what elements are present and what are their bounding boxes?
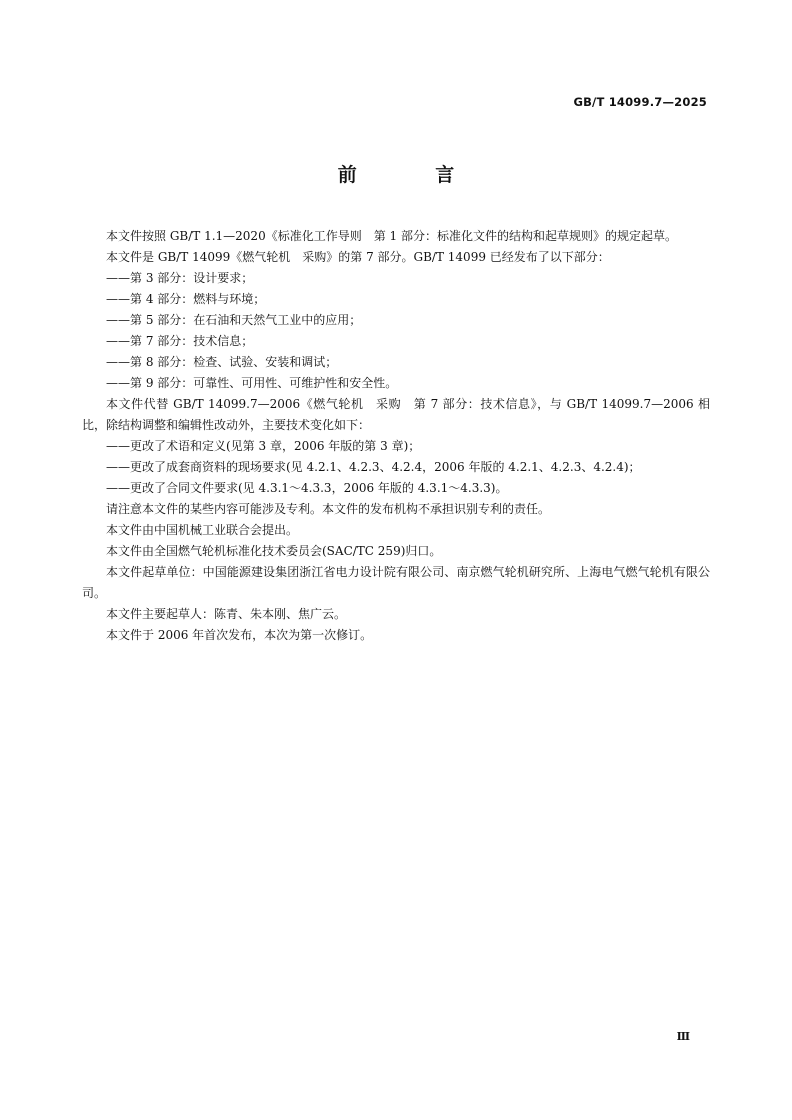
paragraph-patent-notice: 请注意本文件的某些内容可能涉及专利。本文件的发布机构不承担识别专利的责任。	[106, 502, 551, 516]
list-item-part: ——第 4 部分：燃料与环境；	[106, 292, 266, 306]
list-item-part: ——第 5 部分：在石油和天然气工业中的应用；	[106, 313, 362, 327]
paragraph-replacement: 本文件代替 GB/T 14099.7—2006《燃气轮机 采购 第 7 部分：技术信息》，与 GB/T 14099.7—2006 相比，除结构调整和编辑性改动外，主要技术变化如下：	[82, 397, 710, 432]
paragraph-proposer: 本文件由中国机械工业联合会提出。	[106, 523, 299, 537]
paragraph-drafting-units: 本文件起草单位：中国能源建设集团浙江省电力设计院有限公司、南京燃气轮机研究所、上海电气燃气轮机有限公司。	[82, 565, 710, 600]
list-item-change: ——更改了成套商资料的现场要求(见 4.2.1、4.2.3、4.2.4，2006 年版的 4.2.1、4.2.3、4.2.4)；	[106, 460, 641, 474]
page-title: 前 言	[337, 164, 491, 186]
list-item-change: ——更改了术语和定义(见第 3 章，2006 年版的第 3 章)；	[106, 439, 421, 453]
paragraph-drafting-rules: 本文件按照 GB/T 1.1—2020《标准化工作导则 第 1 部分：标准化文件的结构和起草规则》的规定起草。	[106, 229, 677, 243]
list-item-part: ——第 9 部分：可靠性、可用性、可维护性和安全性。	[106, 376, 398, 390]
paragraph-series-intro: 本文件是 GB/T 14099《燃气轮机 采购》的第 7 部分。GB/T 14099 已经发布了以下部分：	[106, 250, 610, 264]
paragraph-history: 本文件于 2006 年首次发布，本次为第一次修订。	[106, 628, 373, 642]
paragraph-committee: 本文件由全国燃气轮机标准化技术委员会(SAC/TC 259)归口。	[106, 544, 442, 558]
foreword-body	[82, 226, 710, 646]
page-number: Ⅲ	[676, 1030, 690, 1043]
standard-code: GB/T 14099.7—2025	[573, 95, 707, 109]
list-item-part: ——第 3 部分：设计要求；	[106, 271, 254, 285]
list-item-part: ——第 8 部分：检查、试验、安装和调试；	[106, 355, 338, 369]
list-item-part: ——第 7 部分：技术信息；	[106, 334, 254, 348]
list-item-change: ——更改了合同文件要求(见 4.3.1～4.3.3，2006 年版的 4.3.1～4.3.3)。	[106, 481, 508, 495]
paragraph-drafters: 本文件主要起草人：陈青、朱本刚、焦广云。	[106, 607, 347, 621]
